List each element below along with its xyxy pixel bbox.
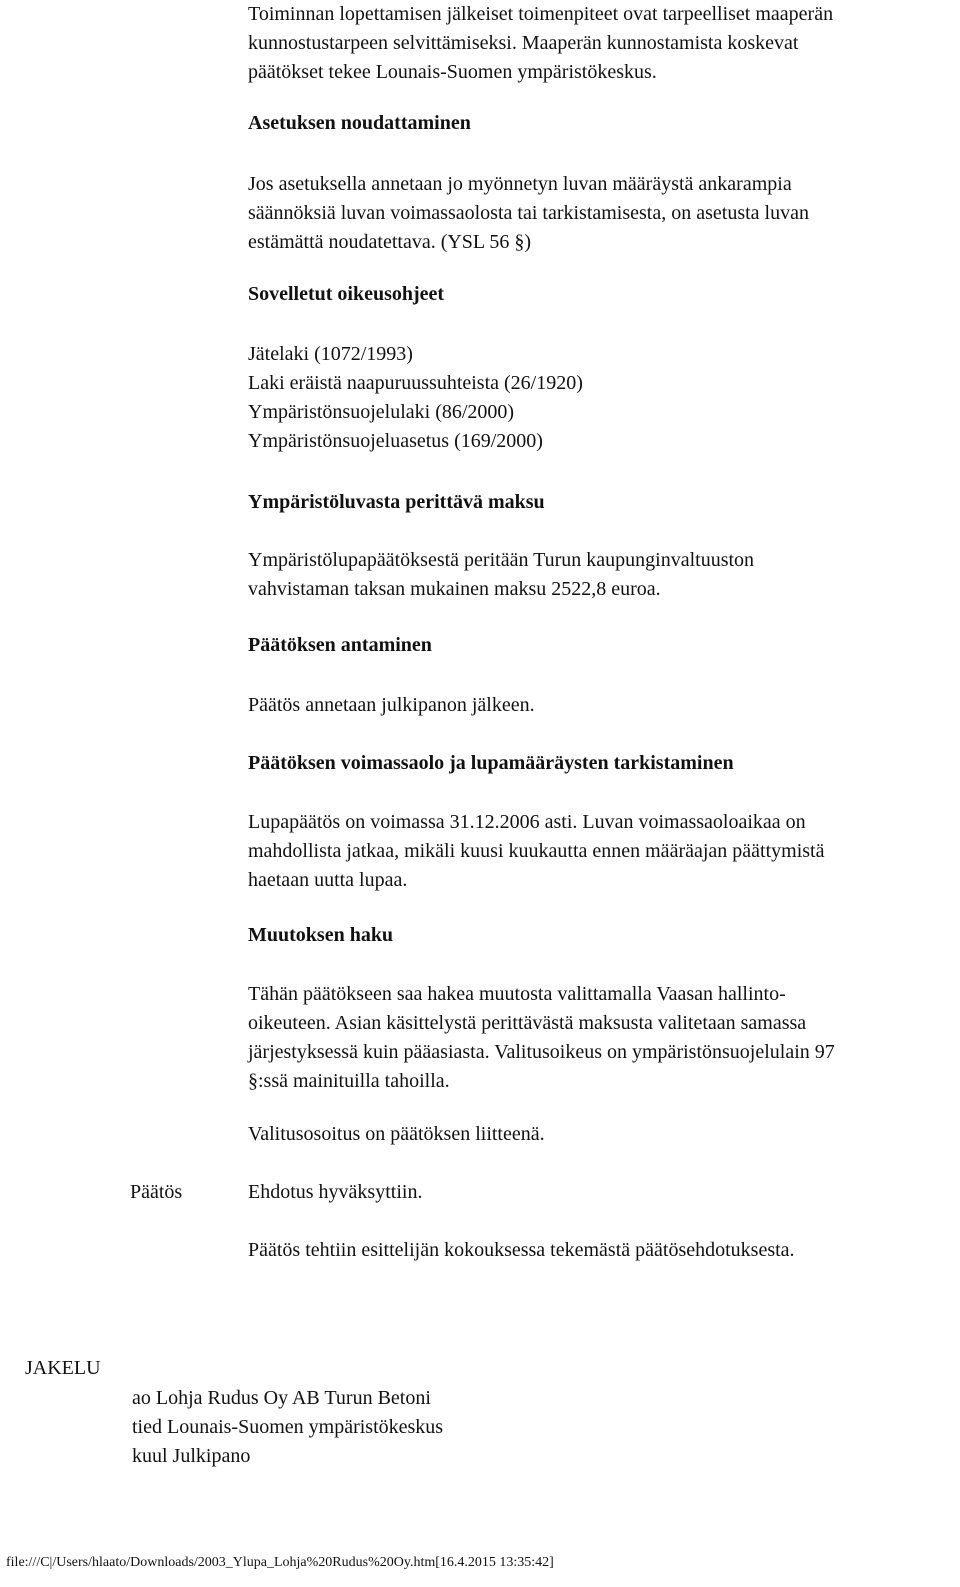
list-item: Jätelaki (1072/1993) — [248, 343, 413, 365]
section-heading-voimassaolo: Päätöksen voimassaolo ja lupamääräysten tarkistaminen — [248, 752, 734, 774]
text-line: Toiminnan lopettamisen jälkeiset toimenpiteet ovat tarpeelliset maaperän — [248, 3, 834, 25]
list-item: Ympäristönsuojeluasetus (169/2000) — [248, 430, 543, 452]
text-line: päätökset tekee Lounais-Suomen ympäristökeskus. — [248, 61, 657, 83]
section-heading-maksu: Ympäristöluvasta perittävä maksu — [248, 491, 545, 513]
section-heading-asetus: Asetuksen noudattaminen — [248, 112, 471, 134]
text-line: mahdollista jatkaa, mikäli kuusi kuukautta ennen määräajan päättymistä — [248, 840, 825, 862]
text-line: Ympäristölupapäätöksestä peritään Turun kaupunginvaltuuston — [248, 549, 755, 571]
section-heading-muutoksenhaku: Muutoksen haku — [248, 924, 394, 946]
text-line: Lupapäätös on voimassa 31.12.2006 asti. Luvan voimassaoloaikaa on — [248, 811, 806, 833]
decision-text: Ehdotus hyväksyttiin. — [248, 1181, 423, 1203]
decision-note: Päätös tehtiin esittelijän kokouksessa tekemästä päätösehdotuksesta. — [248, 1239, 795, 1261]
distribution-item: kuul Julkipano — [132, 1445, 251, 1467]
intro-paragraph — [248, 0, 948, 87]
list-item: Laki eräistä naapuruussuhteista (26/1920) — [248, 372, 583, 394]
text-line: Jos asetuksella annetaan jo myönnetyn luvan määräystä ankarampia — [248, 173, 792, 195]
distribution-heading: JAKELU — [25, 1357, 101, 1379]
list-item: Ympäristönsuojelulaki (86/2000) — [248, 401, 515, 423]
text-line: järjestyksessä kuin pääasiasta. Valitusoikeus on ympäristönsuojelulain 97 — [248, 1041, 835, 1063]
distribution-item: tied Lounais-Suomen ympäristökeskus — [132, 1416, 444, 1438]
distribution-item: ao Lohja Rudus Oy AB Turun Betoni — [132, 1387, 431, 1409]
muutoksenhaku-paragraph — [248, 980, 948, 1096]
distribution-list — [132, 1384, 443, 1471]
maksu-paragraph — [248, 546, 948, 604]
text-line: oikeuteen. Asian käsittelystä perittävästä maksusta valitetaan samassa — [248, 1012, 807, 1034]
file-path-footer: file:///C|/Users/hlaato/Downloads/2003_Ylupa_Lohja%20Rudus%20Oy.htm[16.4.2015 13:35:42] — [6, 1555, 554, 1570]
text-line: haetaan uutta lupaa. — [248, 869, 408, 891]
text-line: säännöksiä luvan voimassaolosta tai tarkistamisesta, on asetusta luvan — [248, 202, 809, 224]
asetus-paragraph — [248, 170, 948, 257]
text-line: kunnostustarpeen selvittämiseksi. Maaperän kunnostamista koskevat — [248, 32, 799, 54]
appeal-instructions-note: Valitusosoitus on päätöksen liitteenä. — [248, 1123, 545, 1145]
oikeusohjeet-list — [248, 340, 948, 456]
text-line: Päätös annetaan julkipanon jälkeen. — [248, 694, 535, 716]
text-line: §:ssä mainituilla tahoilla. — [248, 1070, 450, 1092]
decision-label: Päätös — [130, 1181, 183, 1203]
antaminen-paragraph — [248, 691, 948, 720]
section-heading-antaminen: Päätöksen antaminen — [248, 634, 432, 656]
text-line: estämättä noudatettava. (YSL 56 §) — [248, 231, 532, 253]
section-heading-oikeusohjeet: Sovelletut oikeusohjeet — [248, 283, 445, 305]
voimassaolo-paragraph — [248, 808, 948, 895]
text-line: Tähän päätökseen saa hakea muutosta valittamalla Vaasan hallinto- — [248, 983, 786, 1005]
text-line: vahvistaman taksan mukainen maksu 2522,8 euroa. — [248, 578, 661, 600]
